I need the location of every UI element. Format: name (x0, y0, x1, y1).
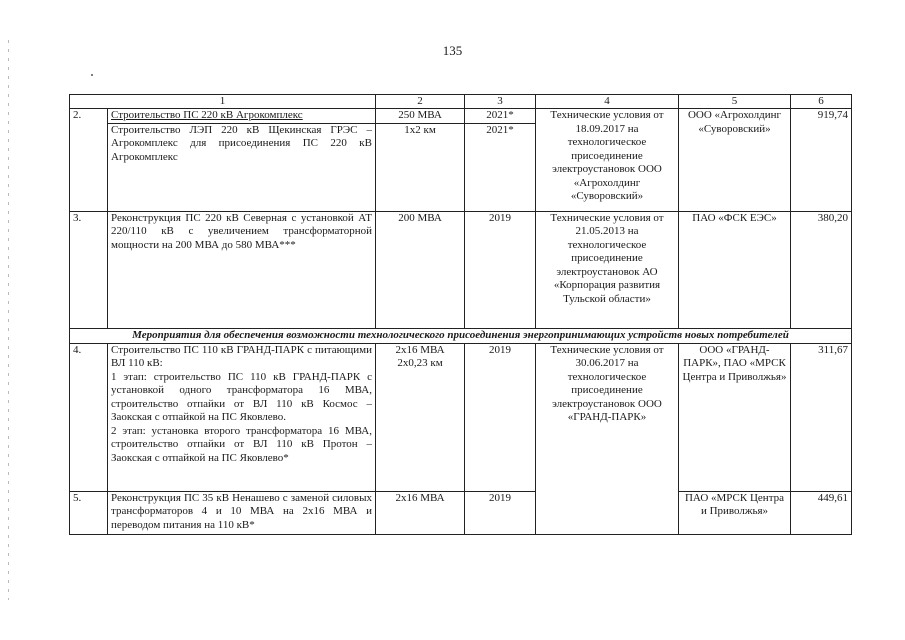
tech-conditions: Технические условия от 18.09.2017 на технологическое присоединение электроустановок ООО «Агрохолдинг «Суворовский» (536, 109, 679, 212)
investment-table (69, 94, 852, 535)
project-power: 200 МВА (376, 211, 465, 328)
project-name: Реконструкция ПС 35 кВ Ненашево с заменой силовых трансформаторов 4 и 10 МВА на 2х16 МВА и переводом питания на 110 кВ* (108, 491, 376, 534)
margin-marks (8, 40, 9, 600)
cost: 449,61 (791, 491, 852, 534)
project-power: 2х16 МВА 2х0,23 км (376, 343, 465, 491)
row-number: 3. (70, 211, 108, 328)
project-year: 2021* (465, 123, 536, 211)
project-year: 2019 (465, 211, 536, 328)
page-number: 135 (442, 43, 463, 58)
project-year: 2021* (465, 109, 536, 124)
table-row (70, 109, 852, 124)
row-number: 5. (70, 491, 108, 534)
header-col-5: 5 (679, 95, 791, 109)
header-row (70, 95, 852, 109)
cost: 311,67 (791, 343, 852, 491)
header-col-2: 2 (376, 95, 465, 109)
table-row (70, 211, 852, 328)
cost: 380,20 (791, 211, 852, 328)
organization: ПАО «ФСК ЕЭС» (679, 211, 791, 328)
project-name-text: Строительство ПС 220 кВ Агрокомплекс (111, 109, 303, 121)
header-col-4: 4 (536, 95, 679, 109)
project-year: 2019 (465, 343, 536, 491)
project-power: 250 МВА (376, 109, 465, 124)
table-row (70, 343, 852, 491)
project-power: 2х16 МВА (376, 491, 465, 534)
project-name: Строительство ПС 110 кВ ГРАНД-ПАРК с питающими ВЛ 110 кВ: 1 этап: строительство ПС 110 кВ ГРАНД-ПАРК с установкой одного трансформатора 16 МВА, строительство отпайки от ВЛ 110 кВ Космос – Заокская с отпайкой на ПС Яковлево. 2 этап: установка второго трансформатора 16 МВА, строительство отпайки от ВЛ 110 кВ Протон – Заокская с отпайкой на ПС Яковлево* (108, 343, 376, 491)
section-title: Мероприятия для обеспечения возможности технологического присоединения энергопринимающих устройств новых потребителей (70, 328, 852, 343)
project-year: 2019 (465, 491, 536, 534)
project-power: 1х2 км (376, 123, 465, 211)
header-col-3: 3 (465, 95, 536, 109)
project-name: Строительство ЛЭП 220 кВ Щекинская ГРЭС – Агрокомплекс для присоединения ПС 220 кВ Агрокомплекс (108, 123, 376, 211)
organization: ООО «ГРАНД-ПАРК», ПАО «МРСК Центра и Приволжья» (679, 343, 791, 491)
tech-conditions: Технические условия от 21.05.2013 на технологическое присоединение электроустановок АО «Корпорация развития Тульской области» (536, 211, 679, 328)
header-col-6: 6 (791, 95, 852, 109)
cost: 919,74 (791, 109, 852, 212)
table-row (70, 491, 852, 534)
organization: ООО «Агрохолдинг «Суворовский» (679, 109, 791, 212)
tech-conditions: Технические условия от 30.06.2017 на технологическое присоединение электроустановок ООО «ГРАНД-ПАРК» (536, 343, 679, 534)
section-row (70, 328, 852, 343)
row-number: 2. (70, 109, 108, 212)
row-number: 4. (70, 343, 108, 491)
project-name: Реконструкция ПС 220 кВ Северная с установкой АТ 220/110 кВ с увеличением трансформаторной мощности на 200 МВА до 580 МВА*** (108, 211, 376, 328)
header-col-1: 1 (70, 95, 376, 109)
scan-dot (91, 74, 93, 76)
project-name (108, 109, 376, 124)
organization: ПАО «МРСК Центра и Приволжья» (679, 491, 791, 534)
